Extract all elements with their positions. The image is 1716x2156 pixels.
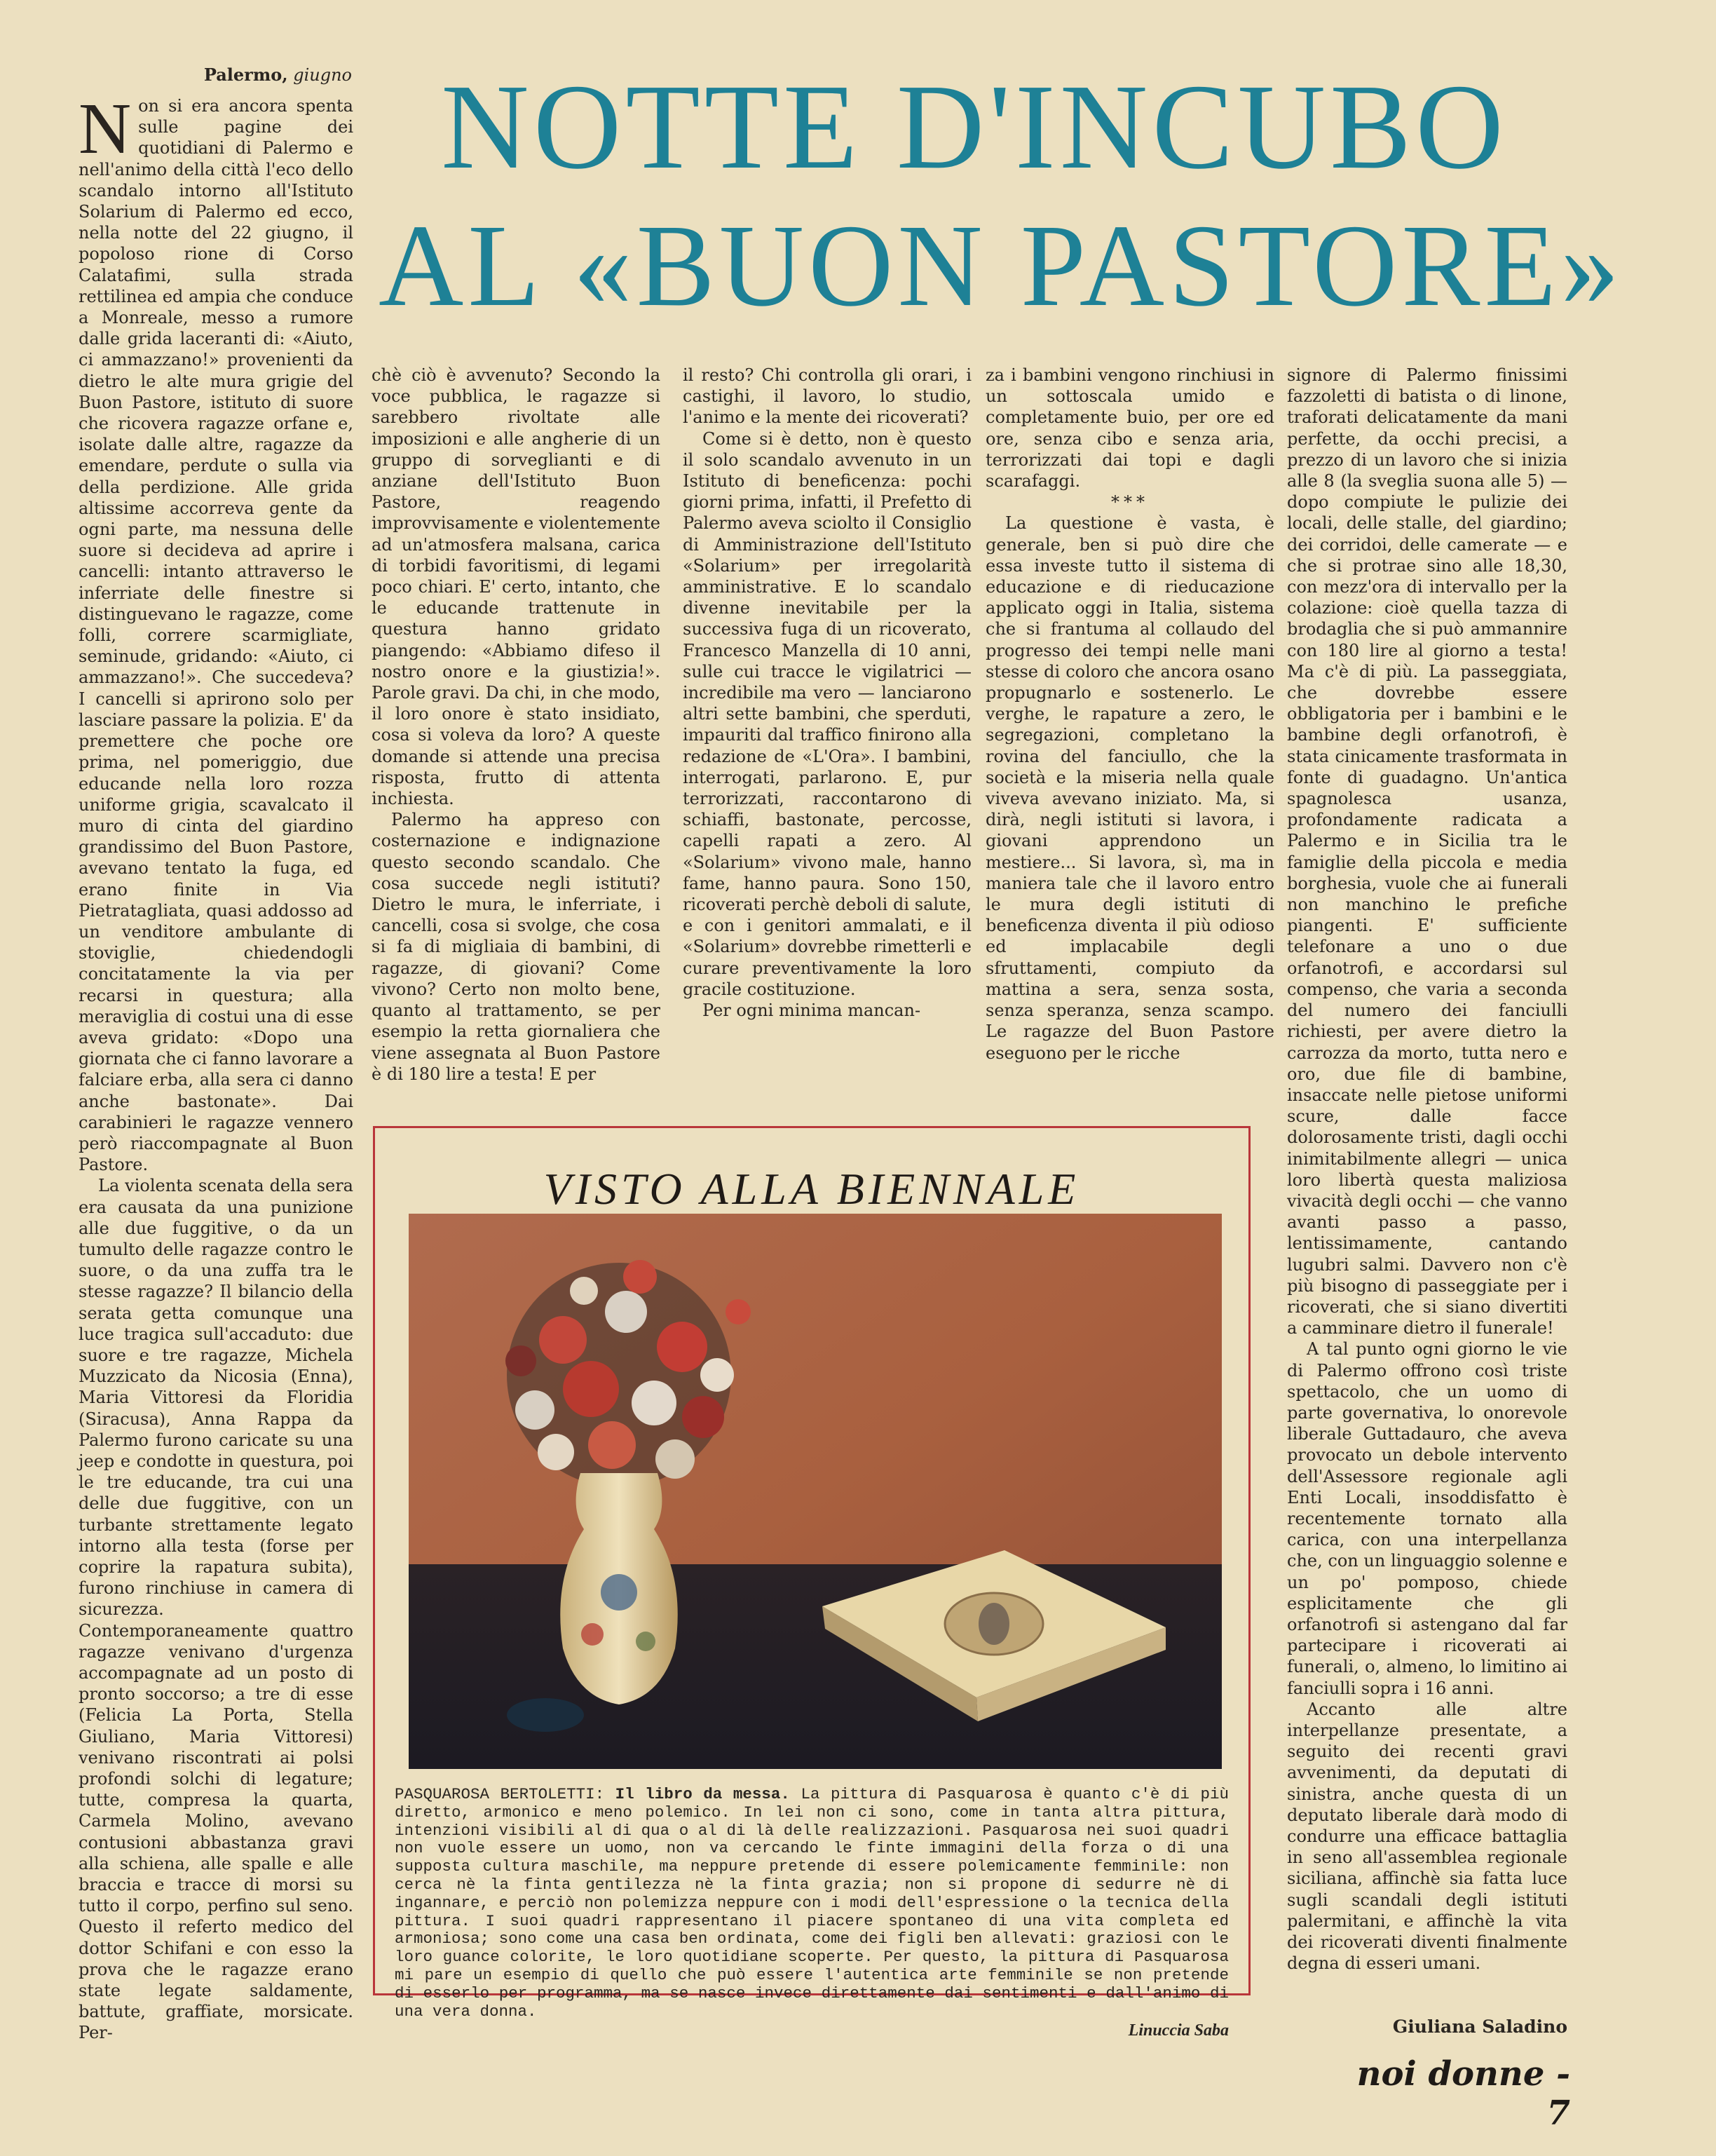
column-3-paragraph-1: il resto? Chi controlla gli orari, i castighi, il lavoro, lo studio, l'animo e la mente dei ricoverati? bbox=[683, 365, 972, 428]
column-2-paragraph-2: Palermo ha appreso con costernazione e indignazione questo secondo scandalo. Che cosa succede negli istituti? Dietro le mura, le inferriate, i cancelli, cosa si svolge, che cosa si fa di migliaia di bambini, di ragazze, di giovani? Come vivono? Certo non molto bene, quanto al trattamento, se per esempio la retta giornaliera che viene assegnata al Buon Pastore è di 180 lire a testa! E per bbox=[372, 810, 660, 1084]
box-heading: VISTO ALLA BIENNALE bbox=[543, 1164, 1080, 1214]
biennale-box bbox=[373, 1126, 1251, 2040]
painting-caption bbox=[395, 1786, 1229, 2040]
headline-line-1: NOTTE D'INCUBO bbox=[441, 59, 1508, 194]
dateline-place: Palermo, bbox=[203, 65, 288, 85]
column-1-text-1: on si era ancora spenta sulle pagine dei quotidiani di Palermo e nell'animo della città l'eco dello scandalo intorno all'Istituto Solarium di Palermo ed ecco, nella notte del 22 giugno, il popoloso rione di Corso Calatafimi, sulla strada rettilinea ed ampia che conduce a Monreale, messo a rumore dalle grida laceranti di: «Aiuto, ci ammazzano!» provenienti da dietro le alte mura grigie del Buon Pastore, istituto di suore che ricovera ragazze orfane e, isolate dalle altre, ragazze da emendare, perdute o sulla via della perdizione. Alle grida altissime accorreva gente da ogni parte, ma nessuna delle suore si decideva ad aprire i cancelli: intanto attraverso le inferriate delle finestre si distinguevano le ragazze, come folli, correre scarmigliate, seminude, gridando: «Aiuto, ci ammazzano!». Che succedeva? I cancelli si aprirono solo per lasciare passare la polizia. E' da premettere che poche ore prima, nel pomeriggio, due educande nella loro rozza uniforme grigia, scavalcato il muro di cinta del giardino grandissimo del Buon Pastore, avevano tentato la fuga, ed erano finite in Via Pietratagliata, quasi addosso ad un venditore ambulante di stoviglie, chiedendogli concitatamente la via per recarsi in questura; alla meraviglia di costui una di esse aveva gridato: «Dopo una giornata che ci fanno lavorare a falciare erba, alla sera ci danno anche bastonate». Dai carabinieri le ragazze vennero però riaccompagnate al Buon Pastore. bbox=[79, 96, 353, 1175]
painting-vase bbox=[560, 1473, 678, 1704]
column-4-paragraph-1: za i bambini vengono rinchiusi in un sottoscala umido e completamente buio, per ore ed ore, senza cibo e senza aria, terrorizzati dai topi e dagli scarafaggi. bbox=[986, 365, 1274, 491]
article-column-1 bbox=[79, 79, 353, 2044]
caption-signature: Linuccia Saba bbox=[1128, 2021, 1229, 2040]
section-divider-stars: *** bbox=[1111, 492, 1149, 513]
caption-text: La pittura di Pasquarosa è quanto c'è di più diretto, armonico e meno polemico. In lei non ci sono, come in tanta altra pittura, intenzioni visibili al di qua o al di là delle realizzazioni. Pasquarosa nei suoi quadri non vuole essere un uomo, non va cercando le finte immagini della forza o di una supposta cultura maschile, ma neppure pretende di essere polemicamente femminile: non cerca nè la finta gentilezza nè la finta grazia; non si propone di sedurre nè di ingannare, e perciò non polemizza neppure con i modi dell'espressione o la tecnica della pittura. I suoi quadri rappresentano il piacere spontaneo di una vita completa ed armoniosa; sono come una casa ben ordinata, come dei figli ben allevati: graziosi con le loro guance colorite, le loro quotidiane scoperte. Per questo, la pittura di Pasquarosa mi pare un esempio di quello che può essere l'autentica arte femminile se non pretende di esserlo per programma, ma se nasce invece direttamente dai sentimenti e dall'animo di una vera donna. bbox=[395, 1785, 1229, 2021]
article-column-2 bbox=[372, 365, 660, 1085]
article-column-3 bbox=[683, 365, 972, 1021]
author-signature: Giuliana Saladino bbox=[1392, 2016, 1567, 2037]
article-column-5 bbox=[1287, 365, 1567, 1974]
page-number: - 7 bbox=[1546, 2054, 1570, 2133]
page-footer bbox=[1332, 2054, 1570, 2133]
caption-artist: PASQUAROSA BERTOLETTI: bbox=[395, 1785, 605, 1803]
headline-line-2: AL «BUON PASTORE» bbox=[379, 201, 1624, 331]
drop-cap: N bbox=[79, 88, 132, 169]
column-5-paragraph-1: signore di Palermo finissimi fazzoletti di batista o di linone, traforati delicatamente da mani perfette, da occhi precisi, a prezzo di un lavoro che si inizia alle 8 (la sveglia suona alle 5) — dopo compiute le pulizie dei locali, delle stalle, del giardino; dei corridoi, delle camerate — e che si protrae sino alle 18,30, con mezz'ora di intervallo per la colazione: cioè quella tazza di brodaglia che si può ammannire con 180 lire al giorno a testa! Ma c'è di più. La passeggiata, che dovrebbe essere obbligatoria per i bambini e le bambine degli orfanotrofi, è stata cinicamente trasformata in fonte di guadagno. Un'antica spagnolesca usanza, profondamente radicata a Palermo e in Sicilia tra le famiglie della piccola e media borghesia, vuole che ai funerali non manchino le prefiche piangenti. E' sufficiente telefonare a uno o due orfanotrofi, e accordarsi sul compenso, che varia a seconda del numero dei fanciulli richiesti, per avere dietro la carrozza da morto, tutta nero e oro, due file di bambine, insaccate nelle pietose uniformi scure, dalle facce dolorosamente tristi, dagli occhi inimitabilmente allegri — unica loro libertà questa maliziosa vivacità degli occhi — che vanno avanti passo a passo, lentissimamente, cantando lugubri salmi. Davvero non c'è più bisogno di passeggiate per i ricoverati, che si siano divertiti a camminare dietro il funerale! bbox=[1287, 365, 1567, 1338]
column-5-paragraph-2: A tal punto ogni giorno le vie di Palermo offrono così triste spettacolo, che un uomo di parte governativa, lo onorevole liberale Guttadauro, che aveva provocato un debole intervento dell'Assessore regionale agli Enti Locali, insoddisfatto è recentemente tornato alla carica, con una interpellanza che, con un linguaggio solenne e un po' pomposo, chiede esplicitamente che gli orfanotrofi si astengano dal far partecipare i ricoverati ai funerali, o, almeno, lo limitino ai fanciulli sopra i 16 anni. bbox=[1287, 1339, 1567, 1698]
column-1-paragraph-2: La violenta scenata della sera era causata da una punizione alle due fuggitive, o da un tumulto delle ragazze contro le suore, o da una zuffa tra le stesse ragazze? Il bilancio della serata getta comunque una luce tragica sull'accaduto: due suore e tre ragazze, Michela Muzzicato da Nicosia (Enna), Maria Vittoresi da Floridia (Siracusa), Anna Rappa da Palermo furono caricate su una jeep e condotte in questura, poi le tre educande, tra cui una delle due fuggitive, con un turbante strettamente legato intorno alla testa (forse per coprire la rapatura subita), furono rinchiuse in camera di sicurezza. Contemporaneamente quattro ragazze venivano d'urgenza accompagnate ad un posto di pronto soccorso; a tre di esse (Felicia La Porta, Stella Giuliano, Maria Vittoresi) venivano riscontrati ai polsi profondi solchi di legature; tutte, compresa la quarta, Carmela Molino, avevano contusioni abbastanza gravi alla schiena, alle spalle e alle braccia e tracce di morsi su tutto il corpo, perfino sul seno. Questo il referto medico del dottor Schifani e con esso la prova che le ragazze erano state legate saldamente, battute, graffiate, morsicate. Per- bbox=[79, 1176, 353, 2043]
column-3-paragraph-3: Per ogni minima mancan- bbox=[702, 1001, 921, 1021]
magazine-name: noi donne bbox=[1356, 2054, 1545, 2094]
caption-work-title: Il libro da messa. bbox=[615, 1785, 790, 1803]
dateline-month: giugno bbox=[293, 65, 352, 85]
column-5-paragraph-3: Accanto alle altre interpellanze presentate, a seguito dei recenti gravi avvenimenti, da deputati di sinistra, anche questa di un deputato liberale darà modo di condurre una efficace battaglia in seno all'assemblea regionale siciliana, affinchè sia fatta luce sugli scandali degli istituti palermitani, e affinchè la vita dei ricoverati diventi finalmente degna di esseri umani. bbox=[1287, 1699, 1567, 1974]
painting-still-life-image bbox=[409, 1214, 1222, 1769]
article-column-4 bbox=[986, 365, 1274, 1064]
painting-small-box bbox=[507, 1698, 584, 1732]
column-2-paragraph-1: chè ciò è avvenuto? Secondo la voce pubblica, le ragazze si sarebbero rivoltate alle imposizioni e alle angherie di un gruppo di sorveglianti e di anziane dell'Istituto Buon Pastore, reagendo improvvisamente e violentemente ad un'atmosfera malsana, carica di torbidi favoritismi, di legami poco chiari. E' certo, intanto, che le educande trattenute in questura hanno gridato piangendo: «Abbiamo difeso il nostro onore e la giustizia!». Parole gravi. Da chi, in che modo, il loro onore è stato insidiato, cosa si voleva da loro? A queste domande si attende una precisa risposta, frutto di attenta inchiesta. bbox=[372, 365, 660, 809]
column-4-paragraph-2: La questione è vasta, è generale, ben si può dire che essa investe tutto il sistema di educazione e di rieducazione applicato oggi in Italia, sistema che si frantuma al collaudo del progresso dei tempi nelle mani stesse di coloro che ancora osano propugnarlo e sostenerlo. Le verghe, le rapature a zero, le segregazioni, completano la rovina del fanciullo, che la società e la miseria nella quale viveva avevano iniziato. Ma, si dirà, negli istituti si lavora, i giovani apprendono un mestiere... Si lavora, sì, ma in maniera tale che il lavoro entro le mura degli istituti di beneficenza diventa il più odioso ed implacabile degli sfruttamenti, compiuto da mattina a sera, senza sosta, senza speranza, senza scampo. Le ragazze del Buon Pastore eseguono per le ricche bbox=[986, 513, 1274, 1063]
column-3-paragraph-2: Come si è detto, non è questo il solo scandalo avvenuto in un Istituto di beneficenza: pochi giorni prima, infatti, il Prefetto di Palermo aveva sciolto il Consiglio di Amministrazione dell'Istituto «Solarium» per irregolarità amministrative. E lo scandalo divenne inevitabile per la successiva fuga di un ricoverato, Francesco Manzella di 10 anni, sulle cui tracce le vigilatrici — incredibile ma vero — lanciarono altri sette bambini, che sperduti, impauriti dal traffico finirono alla redazione de «L'Ora». I bambini, interrogati, parlarono. E, pur terrorizzati, raccontarono di schiaffi, bastonate, percosse, capelli rapati a zero. Al «Solarium» vivono male, hanno fame, hanno paura. Sono 150, ricoverati perchè deboli di salute, e con i genitori ammalati, e il «Solarium» dovrebbe rimetterli e curare preventivamente la loro gracile costituzione. bbox=[683, 428, 972, 999]
column-1-paragraph-1 bbox=[79, 88, 353, 1175]
